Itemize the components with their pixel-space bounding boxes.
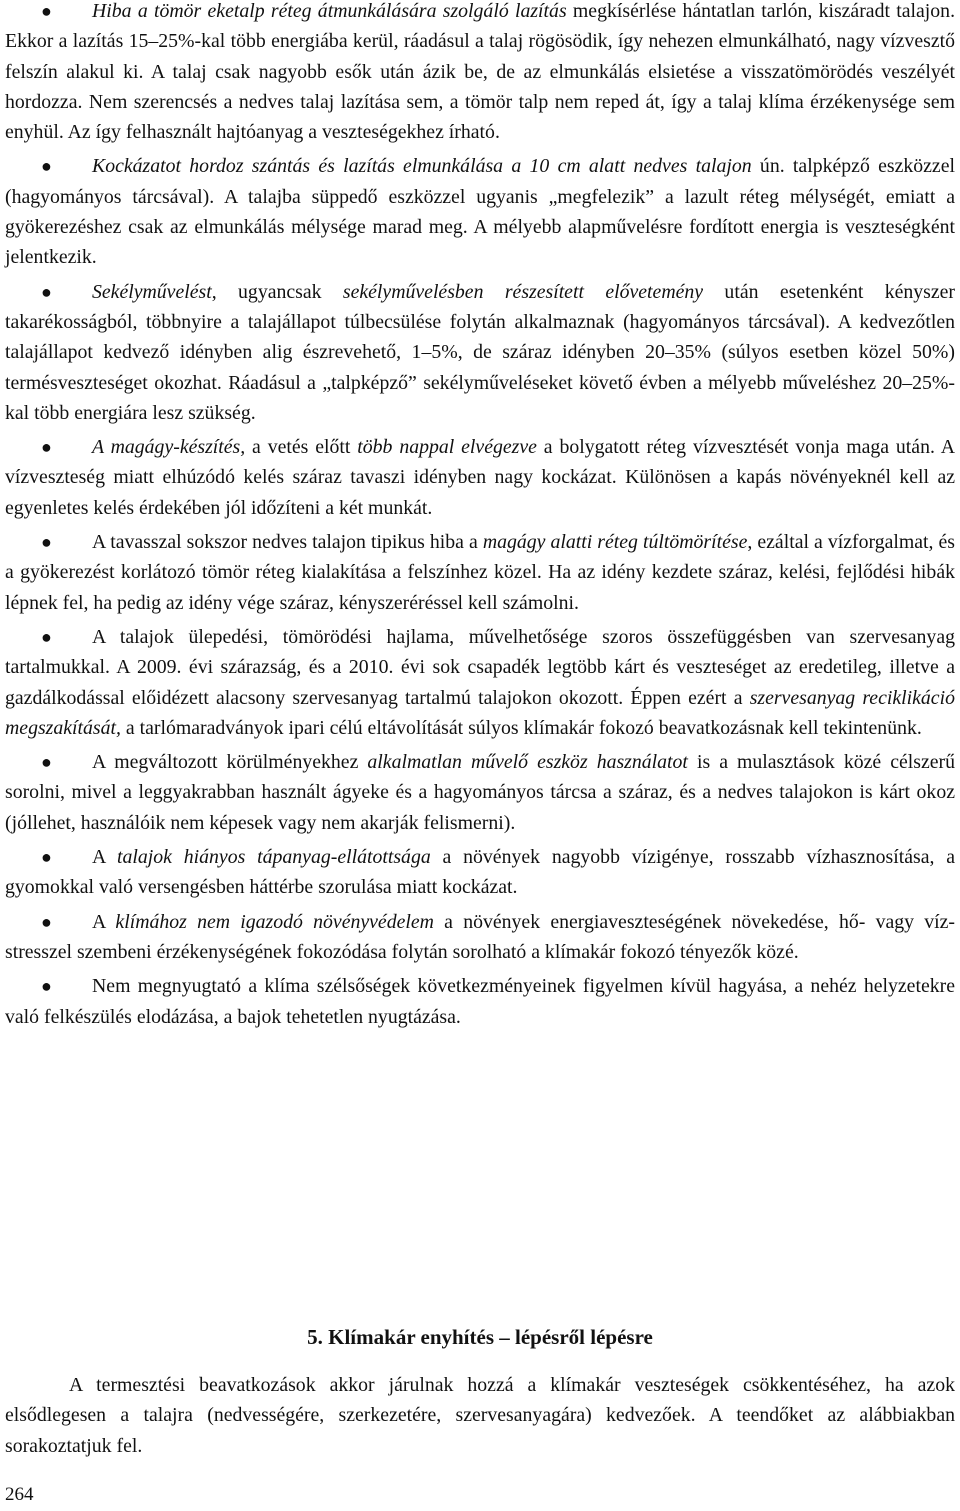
list-item: [5, 747, 955, 838]
list-item-text: Hiba a tömör eketalp réteg átmunkálására szolgáló lazítás megkísérlése hántatlan tarlón, kiszáradt talajon. Ekkor a lazítás 15–25%-kal több energiába kerül, ráadásul a talaj rögösödik, így nehezen elmunkálható, nagy vízvesztő felszín alakul ki. A talaj csak nagyobb esők után ázik be, de az elmunkálás elsietése a visszatömörödés veszélyét hordozza. Nem szerencsés a nedves talaj lazítása sem, a tömör talp nem reped át, így a talaj klíma érzékenysége sem enyhül. Az így felhasznált hajtóanyag a veszteségekhez írható.: [5, 0, 956, 144]
list-item-text: Nem megnyugtató a klíma szélsőségek következményeinek figyelmen kívül hagyása, a nehéz helyzetekre való felkészülés elodázása, a bajok tehetetlen nyugtázása.: [5, 975, 955, 1028]
bullet-icon: ●: [41, 156, 52, 177]
bullet-icon: ●: [41, 1, 52, 21]
list-item: [5, 842, 955, 903]
bullet-icon: ●: [41, 752, 52, 773]
bullet-icon: ●: [41, 281, 52, 302]
list-item-text: A tavasszal sokszor nedves talajon tipikus hiba a magágy alatti réteg túltömörítése, ezáltal a vízforgalmat, és a gyökerezést korlátozó tömör réteg kialakítása a felszínhez közel. Ha az idény kezdete száraz, kelési, fejlődési hibák lépnek fel, ha pedig az idény vége száraz, kényszeréréssel kell számolni.: [5, 531, 955, 614]
list-item-text: A magágy-készítés, a vetés előtt több nappal elvégezve a bolygatott réteg vízvesztését vonja maga után. A vízveszteség miatt elhúzódó kelés száraz tavaszi idényben nagy kockázat. Különösen a kapás növényeknél kell az egyenletes kelés érdekében jól időzíteni a két munkát.: [5, 436, 955, 519]
list-item-text: A talajok hiányos tápanyag-ellátottsága a növények nagyobb vízigénye, rosszabb vízhasznosítása, a gyomokkal való versengésben háttérbe szorulása miatt kockázat.: [5, 846, 956, 899]
list-item: [5, 432, 955, 523]
list-item: [5, 527, 955, 618]
list-item: [5, 277, 955, 428]
body-paragraph: A termesztési beavatkozások akkor járulnak hozzá a klímakár veszteségek csökkentéséhez, ha azok elsődlegesen a talajra (nedvességére, szerkezetére, szervesanyagára) kedvezőek. A teendőket az alábbiakban sorakoztatjuk fel.: [5, 1374, 955, 1457]
bullet-icon: ●: [41, 847, 52, 868]
list-item: [5, 971, 955, 1032]
bullet-icon: ●: [41, 976, 52, 997]
bullet-icon: ●: [41, 437, 52, 458]
page-number: 264: [5, 1484, 34, 1505]
list-item-text: A talajok ülepedési, tömörödési hajlama, művelhetősége szoros összefüggésben van szervesanyag tartalmukkal. A 2009. évi szárazság, és a 2010. évi sok csapadék legtöbb kárt és veszteséget az eredetileg, illetve a gazdálkodással előidézett alacsony szervesanyag tartalmú talajokon okozott. Éppen ezért a szervesanyag reciklikáció megszakítását, a tarlómaradványok ipari célú eltávolítását súlyos klímakár fokozó beavatkozásnak kell tekintenünk.: [5, 625, 955, 739]
bullet-icon: ●: [41, 532, 52, 553]
bullet-list: [5, 0, 955, 1036]
list-item-text: Kockázatot hordoz szántás és lazítás elmunkálása a 10 cm alatt nedves talajon ún. talpképző eszközzel (hagyományos tárcsával). A talajba süppedő eszközzel ugyanis „megfelezik” a lazult réteg mélységét, emiatt a gyökerezéshez csak az elmunkálás mélysége marad meg. A mélyebb alapművelésre fordított energia is veszteségként jelentkezik.: [5, 155, 955, 269]
list-item: [5, 0, 955, 147]
list-item: [5, 622, 955, 743]
list-item-text: A megváltozott körülményekhez alkalmatlan művelő eszköz használatot is a mulasztások közé célszerű sorolni, mivel a leggyakrabban használt ágyeke és a hagyományos tárcsa a száraz, és a nedves talajokon is kárt okoz (jóllehet, használóik nem képesek vagy nem akarják felismerni).: [5, 751, 956, 834]
bullet-icon: ●: [41, 911, 52, 932]
section-heading: 5. Klímakár enyhítés – lépésről lépésre: [307, 1325, 653, 1349]
list-item-text: A klímához nem igazodó növényvédelem a növények energiaveszteségének növekedése, hő- vagy víz-stresszel szembeni érzékenységének fokozódása folytán sorolható a klímakár fokozó tényezők közé.: [5, 910, 956, 963]
bullet-icon: ●: [41, 626, 52, 647]
list-item: [5, 151, 955, 272]
list-item: [5, 907, 955, 968]
list-item-text: Sekélyművelést, ugyancsak sekélyművelésben részesített elővetemény után esetenként kényszer takarékosságból, többnyire a talajállapot túlbecsülése folytán alkalmaznak (hagyományos tárcsával). A kedvezőtlen talajállapot kedvező idényben alig észrevehető, 1–5%, de száraz idényben 20–35% (súlyos esetben közel 50%) termésveszteséget okozhat. Ráadásul a „talpképző” sekélyműveléseket követő évben a mélyebb műveléshez 20–25%-kal több energiára lesz szükség.: [5, 280, 955, 424]
